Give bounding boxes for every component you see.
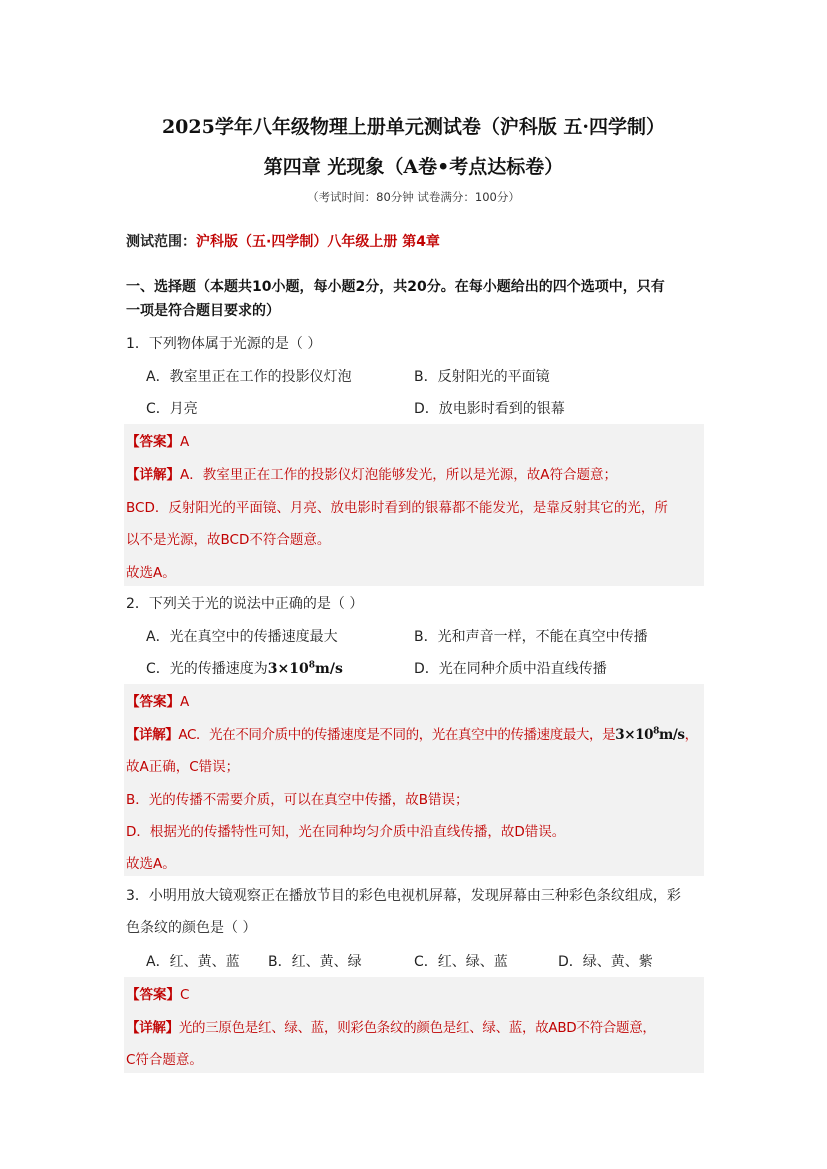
detail-tag: 【详解】 <box>126 1020 179 1036</box>
option-c-text: C．光的传播速度为 <box>146 661 268 677</box>
question-1-option-a: A．教室里正在工作的投影仪灯泡 <box>146 369 352 385</box>
detail-text: AC．光在不同介质中的传播速度是不同的，光在真空中的传播速度最大，是 <box>178 727 616 743</box>
section-heading-line1: 一、选择题（本题共10小题，每小题2分，共20分。在每小题给出的四个选项中，只有 <box>126 279 665 295</box>
question-2-detail-line1 <box>126 723 698 743</box>
test-range-label: 测试范围： <box>126 234 196 250</box>
test-range <box>126 231 440 251</box>
question-3-stem-line2: 色条纹的颜色是（ ） <box>126 920 257 936</box>
question-2-stem: 2．下列关于光的说法中正确的是（ ） <box>126 596 364 612</box>
question-2-detail-line3: B．光的传播不需要介质，可以在真空中传播，故B错误； <box>126 792 469 808</box>
question-1-detail-line4: 故选A。 <box>126 565 176 581</box>
answer-tag: 【答案】 <box>126 694 180 710</box>
question-3-stem-line1: 3．小明用放大镜观察正在播放节目的彩色电视机屏幕，发现屏幕由三种彩色条纹组成，彩 <box>126 888 681 904</box>
chapter-title: 第四章 光现象（A卷•考点达标卷） <box>263 156 564 178</box>
section-heading-line2: 一项是符合题目要求的） <box>126 303 280 319</box>
exam-info: （考试时间：80分钟 试卷满分：100分） <box>307 190 520 204</box>
detail-punct: ， <box>684 727 698 743</box>
answer-tag: 【答案】 <box>126 434 180 450</box>
formula-base: 3×10 <box>615 727 654 743</box>
question-3-option-a: A．红、黄、蓝 <box>146 954 240 970</box>
detail-text: 光的三原色是红、绿、蓝，则彩色条纹的颜色是红、绿、蓝，故ABD不符合题意， <box>178 1020 656 1036</box>
question-1-option-b: B．反射阳光的平面镜 <box>414 369 550 385</box>
speed-formula <box>615 727 684 743</box>
question-1-stem: 1．下列物体属于光源的是（ ） <box>126 336 322 352</box>
question-2-detail-line2: 故A正确，C错误； <box>126 759 240 775</box>
question-1-detail-line3: 以不是光源，故BCD不符合题意。 <box>126 532 331 548</box>
question-3-option-c: C．红、绿、蓝 <box>414 954 508 970</box>
formula-exponent: 8 <box>308 660 316 671</box>
formula-unit: m/s <box>315 661 343 677</box>
answer-value: C <box>180 987 190 1003</box>
question-2-answer <box>126 690 189 710</box>
question-2-option-d: D．光在同种介质中沿直线传播 <box>414 661 607 677</box>
detail-text: A．教室里正在工作的投影仪灯泡能够发光，所以是光源，故A符合题意； <box>180 467 617 483</box>
question-3-answer <box>126 983 189 1003</box>
question-1-answer <box>126 430 189 450</box>
speed-formula <box>268 661 343 677</box>
answer-value: A <box>180 694 190 710</box>
question-2-answer-box <box>124 684 704 876</box>
answer-value: A <box>180 434 190 450</box>
question-2-option-b: B．光和声音一样，不能在真空中传播 <box>414 629 648 645</box>
formula-unit: m/s <box>659 727 685 743</box>
question-2-option-a: A．光在真空中的传播速度最大 <box>146 629 338 645</box>
question-2-option-c <box>146 658 343 678</box>
question-2-detail-line5: 故选A。 <box>126 856 176 872</box>
exam-title: 2025学年八年级物理上册单元测试卷（沪科版 五·四学制） <box>161 116 666 138</box>
question-2-detail-line4: D．根据光的传播特性可知，光在同种均匀介质中沿直线传播，故D错误。 <box>126 824 566 840</box>
question-1-option-d: D．放电影时看到的银幕 <box>414 401 565 417</box>
question-3-option-d: D．绿、黄、紫 <box>558 954 653 970</box>
question-1-detail-line1 <box>126 463 617 483</box>
question-1-option-c: C．月亮 <box>146 401 198 417</box>
answer-tag: 【答案】 <box>126 987 180 1003</box>
question-3-detail-line1 <box>126 1016 656 1036</box>
question-3-detail-line2: C符合题意。 <box>126 1052 203 1068</box>
detail-tag: 【详解】 <box>126 727 179 743</box>
question-3-option-b: B．红、黄、绿 <box>268 954 362 970</box>
formula-exponent: 8 <box>653 726 660 737</box>
test-range-value: 沪科版（五·四学制）八年级上册 第4章 <box>196 234 440 250</box>
formula-base: 3×10 <box>267 661 309 677</box>
detail-tag: 【详解】 <box>126 467 180 483</box>
question-1-detail-line2: BCD．反射阳光的平面镜、月亮、放电影时看到的银幕都不能发光，是靠反射其它的光，所 <box>126 500 668 516</box>
